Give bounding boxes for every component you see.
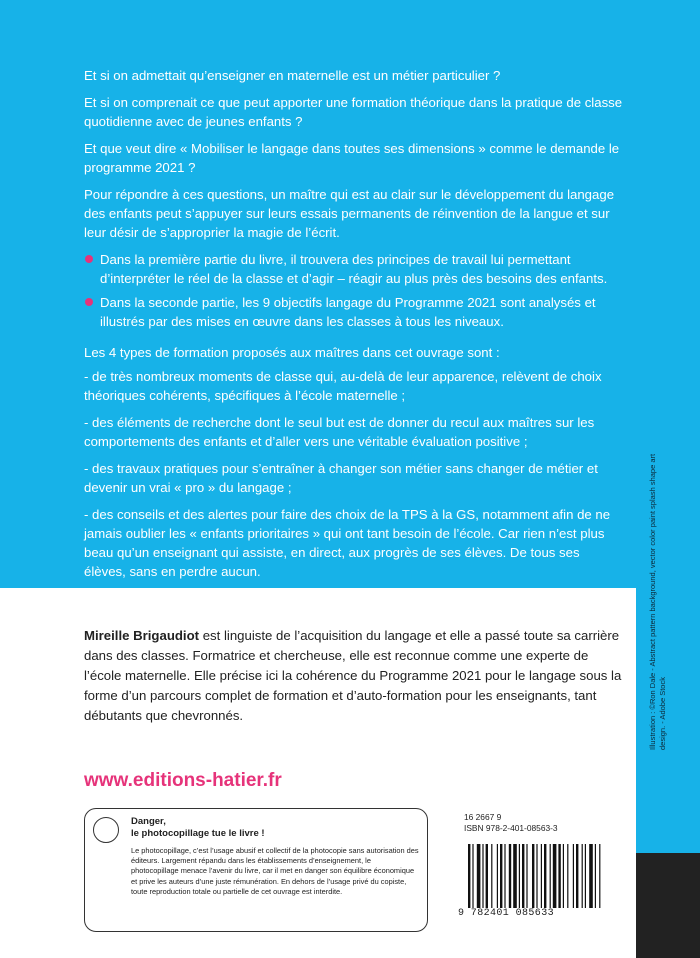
bullet-dot-icon	[85, 255, 93, 263]
illustration-credit-text: Illustration : ©Ron Dale - Abstract pattern background, vector color paint splash shape art design. - Adobe Stock	[648, 453, 667, 750]
intro-paragraph: Pour répondre à ces questions, un maître qui est au clair sur le développement du langage des enfants peut s’appuyer sur leurs essais permanents de réinvention de la langue et sur leur désir de s’approprier la magie de l’écrit.	[84, 187, 615, 240]
barcode-digits: 9 782401 085633	[458, 908, 555, 919]
barcode-bar	[500, 844, 502, 908]
author-name: Mireille Brigaudiot	[84, 628, 200, 643]
barcode-bar	[504, 844, 505, 908]
barcode-bar	[536, 844, 537, 908]
barcode-bar	[582, 844, 583, 908]
barcode-bar	[595, 844, 596, 908]
barcode-bar	[585, 844, 586, 908]
formation-item: - des travaux pratiques pour s’entraîner à changer son métier sans changer de métier et devenir un vrai « pro » du langage ;	[84, 461, 598, 495]
isbn: ISBN 978-2-401-08563-3	[464, 823, 558, 833]
author-bio	[84, 626, 629, 726]
barcode-bar	[472, 844, 473, 908]
barcode-bar	[553, 844, 557, 908]
barcode-bar	[589, 844, 593, 908]
back-cover-text	[84, 66, 624, 589]
bullet-item	[84, 250, 624, 288]
intro-paragraph: Et que veut dire « Mobiliser le langage dans toutes ses dimensions » comme le demande le programme 2021 ?	[84, 141, 620, 175]
barcode-bar	[477, 844, 481, 908]
barcode-bar	[519, 844, 520, 908]
barcode-bar	[550, 844, 551, 908]
bullet-text: Dans la seconde partie, les 9 objectifs langage du Programme 2021 sont analysés et illustrés par des mises en œuvre dans les classes à tous les niveaux.	[100, 295, 596, 329]
warning-title-line: le photocopillage tue le livre !	[131, 828, 265, 839]
barcode-bar	[497, 844, 498, 908]
product-code: 16 2667 9	[464, 812, 502, 822]
barcode-bar	[544, 844, 546, 908]
barcode-bar	[513, 844, 517, 908]
barcode-bar	[482, 844, 483, 908]
formation-item: - des conseils et des alertes pour faire des choix de la TPS à la GS, notamment afin de ne jamais oublier les « enfants prioritaires » qui ont tant besoin de l’école. Car rien n’est plus beau qu’un enseignant qui assiste, en direct, aux progrès de ses élèves. De tous ses élèves, sans en perdre aucun.	[84, 507, 611, 579]
photocopy-warning-box	[84, 808, 428, 932]
author-bio-text: est linguiste de l’acquisition du langage et elle a passé toute sa carrière dans des classes. Formatrice et chercheuse, elle est reconnue comme une experte de l’école maternelle. Elle précise ici la cohérence du Programme 2021 pour le langage sous la forme d’un parcours complet de formation et d’auto-formation pour les enseignants, tant débutants que chevronnés.	[84, 628, 622, 723]
warning-body: Le photocopillage, c’est l’usage abusif et collectif de la photocopie sans autorisation des éditeurs. Largement répandu dans les établissements d’enseignement, le photocopillage menace l’avenir du livre, car il met en danger son équilibre économique et prive les auteurs d’une juste rémunération. En dehors de l’usage privé du copiste, toute reproduction totale ou partielle de cet ouvrage est interdite.	[131, 846, 419, 896]
barcode-bar	[563, 844, 564, 908]
barcode-bar	[599, 844, 600, 908]
bullet-dot-icon	[85, 298, 93, 306]
barcode-bar	[532, 844, 534, 908]
warning-title-line: Danger,	[131, 816, 166, 827]
barcode-bar	[491, 844, 492, 908]
barcode-bar	[522, 844, 524, 908]
barcode	[464, 844, 632, 910]
warning-title	[131, 816, 265, 840]
barcode-bar	[468, 844, 470, 908]
barcode-bar	[526, 844, 527, 908]
formation-intro: Les 4 types de formation proposés aux maîtres dans cet ouvrage sont :	[84, 345, 500, 360]
barcode-bar	[509, 844, 511, 908]
barcode-bar	[541, 844, 542, 908]
barcode-bar	[558, 844, 560, 908]
intro-paragraph: Et si on comprenait ce que peut apporter une formation théorique dans la pratique de classe quotidienne avec de jeunes enfants ?	[84, 95, 623, 129]
warning-circle-icon	[93, 817, 119, 843]
intro-paragraph: Et si on admettait qu’enseigner en maternelle est un métier particulier ?	[84, 68, 501, 83]
barcode-bar	[567, 844, 568, 908]
bullet-text: Dans la première partie du livre, il trouvera des principes de travail lui permettant d’interpréter le réel de la classe et d’agir – réagir au plus près des besoins des enfants.	[100, 252, 608, 286]
formation-item: - de très nombreux moments de classe qui, au-delà de leur apparence, relèvent de choix théoriques cohérents, spécifiques à l’école maternelle ;	[84, 369, 602, 403]
barcode-bar	[486, 844, 488, 908]
bullet-item	[84, 293, 624, 331]
book-codes	[464, 812, 558, 834]
formation-item: - des éléments de recherche dont le seul but est de donner du recul aux maîtres sur les comportements des enfants et d’aller vers une véritable évaluation positive ;	[84, 415, 595, 449]
barcode-bar	[576, 844, 578, 908]
illustration-credit	[648, 440, 684, 750]
publisher-website: www.editions-hatier.fr	[84, 770, 282, 791]
dark-corner-block	[636, 853, 700, 958]
barcode-bar	[573, 844, 574, 908]
